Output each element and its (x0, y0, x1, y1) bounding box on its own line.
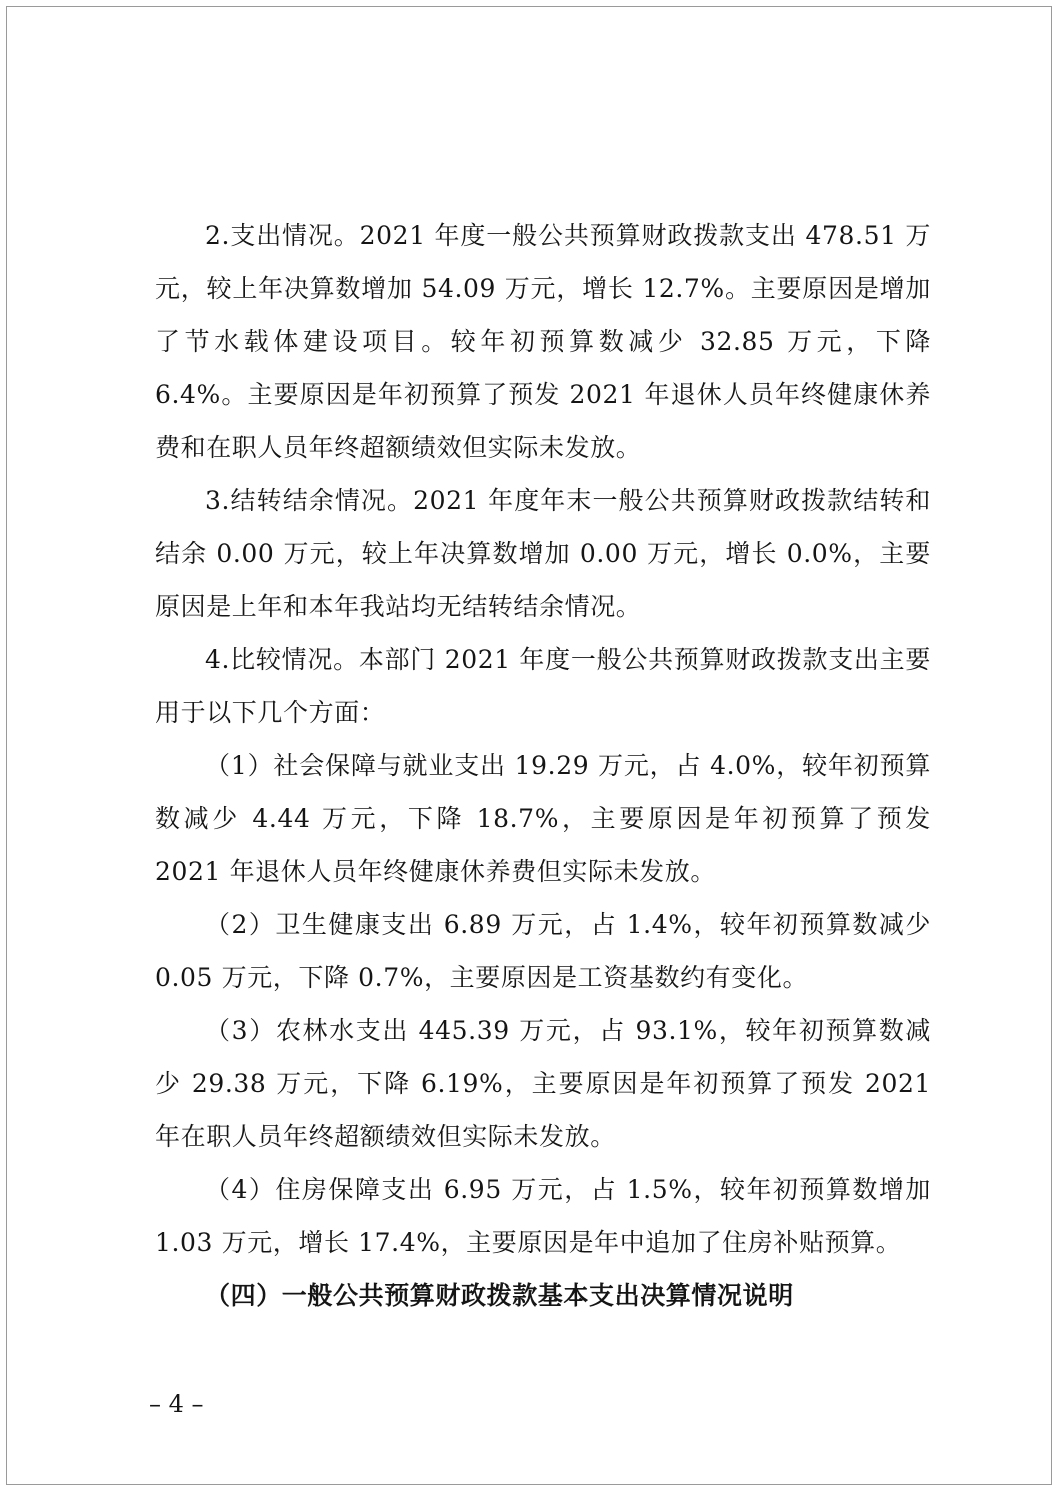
document-page (6, 6, 1052, 1485)
paragraph-housing: （4）住房保障支出 6.95 万元，占 1.5%，较年初预算数增加 1.03 万元，增长 17.4%，主要原因是年中追加了住房补贴预算。 (155, 1175, 931, 1257)
paragraph-agriculture: （3）农林水支出 445.39 万元，占 93.1%，较年初预算数减少 29.38 万元，下降 6.19%，主要原因是年初预算了预发 2021 年在职人员年终超额绩效但实际未发放。 (155, 1016, 931, 1151)
paragraph-expenditure: 2.支出情况。2021 年度一般公共预算财政拨款支出 478.51 万元，较上年决算数增加 54.09 万元，增长 12.7%。主要原因是增加了节水载体建设项目。较年初预算数减少 32.85 万元，下降 6.4%。主要原因是年初预算了预发 2021 年退休人员年终健康休养费和在职人员年终超额绩效但实际未发放。 (155, 221, 931, 462)
document-body (155, 209, 931, 1322)
paragraph-social-security: （1）社会保障与就业支出 19.29 万元，占 4.0%，较年初预算数减少 4.44 万元，下降 18.7%，主要原因是年初预算了预发 2021 年退休人员年终健康休养费但实际未发放。 (155, 751, 931, 886)
page-number: – 4 – (149, 1390, 204, 1418)
paragraph-comparison: 4.比较情况。本部门 2021 年度一般公共预算财政拨款支出主要用于以下几个方面： (155, 645, 931, 727)
paragraph-carryover: 3.结转结余情况。2021 年度年末一般公共预算财政拨款结转和结余 0.00 万元，较上年决算数增加 0.00 万元，增长 0.0%，主要原因是上年和本年我站均无结转结余情况。 (155, 486, 931, 621)
section-heading: （四）一般公共预算财政拨款基本支出决算情况说明 (205, 1281, 794, 1310)
paragraph-health: （2）卫生健康支出 6.89 万元，占 1.4%，较年初预算数减少 0.05 万元，下降 0.7%，主要原因是工资基数约有变化。 (155, 910, 931, 992)
